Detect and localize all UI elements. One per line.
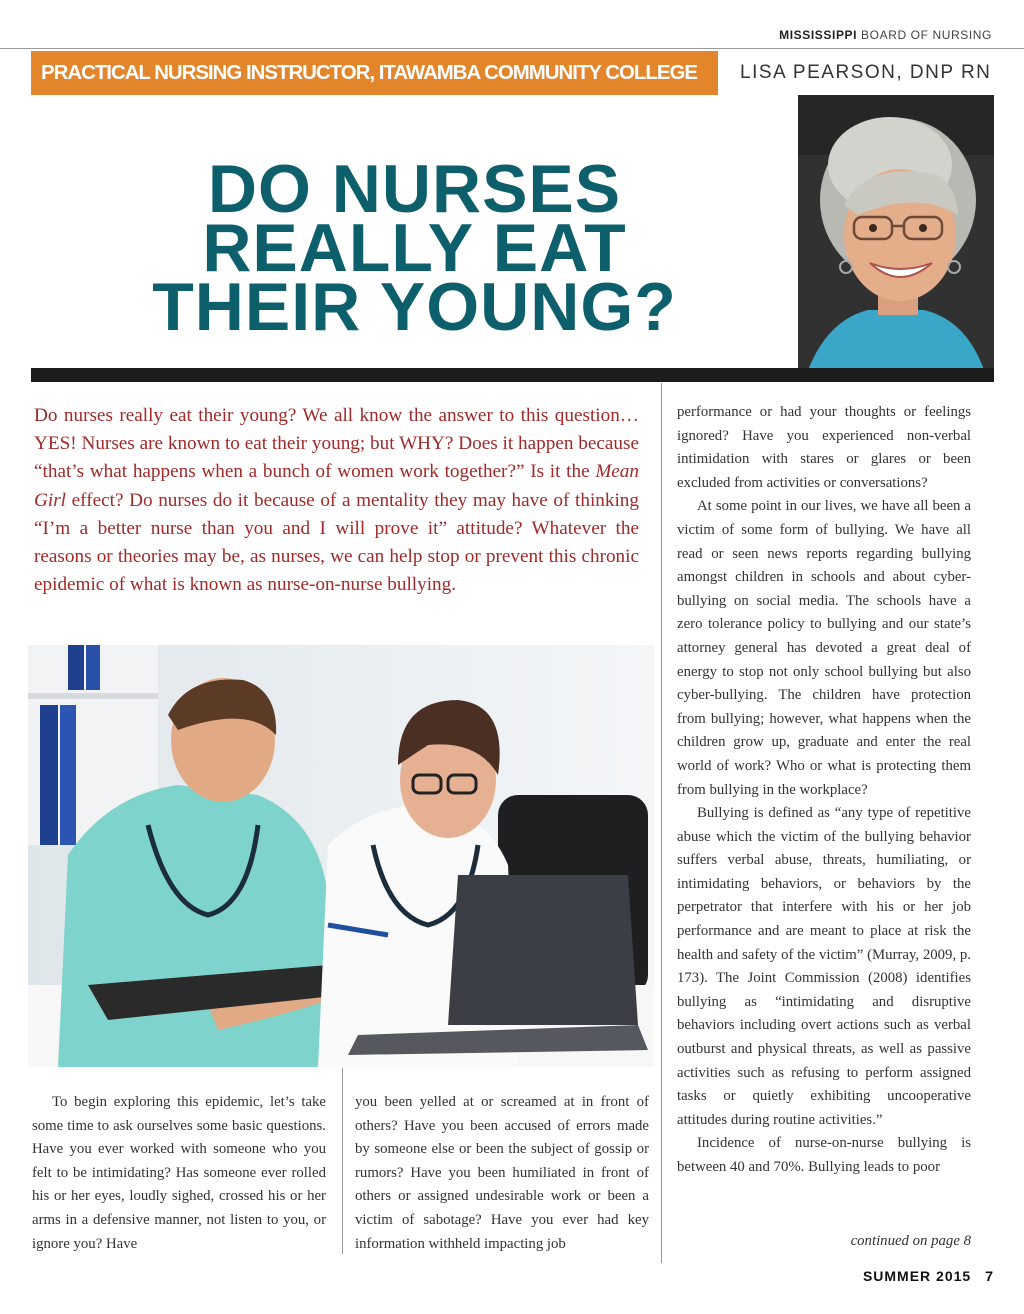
headline-line-1: DO NURSES bbox=[207, 151, 622, 227]
paragraph: At some point in our lives, we have all been a victim of some form of bullying. We have all read or seen news reports regarding bullying amongst children in schools and about cyber-bullying on social media. The schools have a zero tolerance policy to bullying and our state’s attorney general has devoted a great deal of energy to stop not only school bullying but also cyber-bullying. The children have protection from bullying; however, what happens when the children grow up, graduate and enter the real world of work? Who or what is protecting them from bullying in the workplace? bbox=[677, 498, 971, 798]
paragraph: To begin exploring this epidemic, let’s take some time to ask ourselves some basic questions. Have you ever worked with someone who you felt to be intimidating? Has someone ever rolled his or her eyes, loudly sighed, crossed his or her arms in a defensive manner, not listen to you, or ignore you? Have bbox=[32, 1094, 326, 1252]
author-name: LISA PEARSON, DNP RN bbox=[740, 62, 992, 83]
article-headline bbox=[31, 151, 798, 345]
article-intro bbox=[34, 402, 639, 599]
body-column-1 bbox=[32, 1091, 326, 1256]
continued-note: continued on page 8 bbox=[850, 1233, 971, 1249]
paragraph: Incidence of nurse-on-nurse bullying is between 40 and 70%. Bullying leads to poor bbox=[677, 1135, 971, 1175]
body-column-3 bbox=[677, 401, 971, 1180]
nurses-photo bbox=[28, 645, 654, 1067]
author-title-banner: PRACTICAL NURSING INSTRUCTOR, ITAWAMBA COMMUNITY COLLEGE bbox=[31, 51, 718, 95]
intro-text-start: Do nurses really eat their young? We all know the answer to this question…YES! Nurses are known to eat their young; but WHY? Does it happen because “that’s what happens when a bunch of women work together?” Is it the bbox=[34, 405, 639, 483]
column-divider bbox=[342, 1068, 343, 1254]
publication-board: BOARD OF NURSING bbox=[861, 28, 992, 42]
publication-name bbox=[779, 28, 992, 42]
column-divider bbox=[661, 383, 662, 1263]
body-column-2 bbox=[355, 1091, 649, 1256]
headline-rule bbox=[31, 368, 994, 382]
intro-text-end: effect? Do nurses do it because of a mentality they may have of thinking “I’m a better nurse than you and I will prove it” attitude? Whatever the reasons or theories may be, as nurses, we can help stop or prevent this chronic epidemic of what is known as nurse-on-nurse bullying. bbox=[34, 489, 639, 596]
paragraph: performance or had your thoughts or feelings ignored? Have you experienced non-verbal intimidation with stares or glares or been excluded from activities or conversations? bbox=[677, 404, 971, 491]
paragraph: you been yelled at or screamed at in front of others? Have you been accused of errors made by someone else or been the subject of gossip or rumors? Have you been humiliated in front of others or assigned undesirable work or been a victim of sabotage? Have you ever had key information withheld impacting job bbox=[355, 1094, 649, 1252]
issue-label: SUMMER 2015 bbox=[862, 1268, 972, 1284]
page-footer bbox=[863, 1268, 994, 1284]
headline-line-2: REALLY EAT bbox=[202, 210, 627, 286]
header-divider bbox=[0, 48, 1024, 49]
publication-state: MISSISSIPPI bbox=[779, 28, 858, 42]
page-number: 7 bbox=[985, 1268, 994, 1284]
headline-line-3: THEIR YOUNG? bbox=[152, 269, 677, 345]
intro-emphasis: Mean Girl bbox=[34, 461, 639, 511]
author-photo bbox=[798, 95, 994, 370]
paragraph: Bullying is defined as “any type of repetitive abuse which the victim of the bullying behavior suffers verbal abuse, threats, humiliating, or intimidating behaviors, or behaviors by the perpetrator that interfere with his or her job performance and are meant to place at risk the health and safety of the victim” (Murray, 2009, p. 173). The Joint Commission (2008) identifies bullying as “intimidating and disruptive behaviors including overt actions such as verbal outburst and physical threats, as well as passive activities such as refusing to perform assigned tasks or quietly exhibiting uncooperative attitudes during routine activities.” bbox=[677, 805, 971, 1128]
